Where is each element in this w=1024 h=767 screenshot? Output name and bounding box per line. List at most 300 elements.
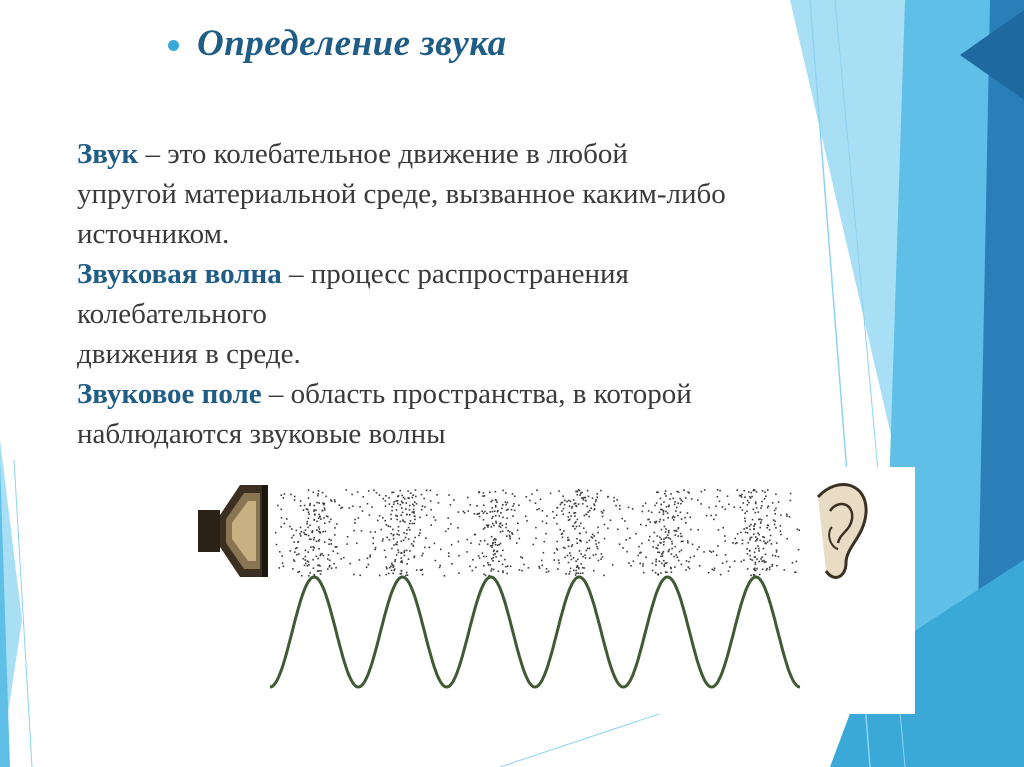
air-particle <box>596 546 598 548</box>
air-particle <box>430 500 432 502</box>
air-particle <box>464 512 466 514</box>
air-particle <box>761 556 763 558</box>
air-particle <box>601 511 603 513</box>
air-particle <box>451 563 453 565</box>
air-particle <box>393 534 395 536</box>
air-particle <box>412 494 414 496</box>
air-particle <box>371 506 373 508</box>
air-particle <box>379 494 381 496</box>
air-particle <box>382 540 384 542</box>
air-particle <box>769 569 771 571</box>
air-particle <box>514 510 516 512</box>
air-particle <box>307 565 309 567</box>
air-particle <box>504 559 506 561</box>
air-particle <box>397 549 399 551</box>
air-particle <box>301 531 303 533</box>
air-particle <box>585 500 587 502</box>
air-particle <box>500 531 502 533</box>
air-particle <box>662 552 664 554</box>
air-particle <box>410 492 412 494</box>
definition-text: источником. <box>77 218 230 250</box>
air-particle <box>319 539 321 541</box>
air-particle <box>744 512 746 514</box>
air-particle <box>684 517 686 519</box>
air-particle <box>681 541 683 543</box>
air-particle <box>722 506 724 508</box>
air-particle <box>795 571 797 573</box>
air-particle <box>751 496 753 498</box>
air-particle <box>333 563 335 565</box>
air-particle <box>391 533 393 535</box>
air-particle <box>313 567 315 569</box>
air-particle <box>663 519 665 521</box>
air-particle <box>771 565 773 567</box>
air-particle <box>393 570 395 572</box>
air-particle <box>685 522 687 524</box>
air-particle <box>406 550 408 552</box>
air-particle <box>495 521 497 523</box>
air-particle <box>655 561 657 563</box>
air-particle <box>642 565 644 567</box>
air-particle <box>661 563 663 565</box>
air-particle <box>659 512 661 514</box>
air-particle <box>496 501 498 503</box>
air-particle <box>470 542 472 544</box>
air-particle <box>495 515 497 517</box>
air-particle <box>293 535 295 537</box>
air-particle <box>722 562 724 564</box>
air-particle <box>604 524 606 526</box>
air-particle <box>716 554 718 556</box>
air-particle <box>585 497 587 499</box>
air-particle <box>308 518 310 520</box>
air-particle <box>664 565 666 567</box>
air-particle <box>325 496 327 498</box>
air-particle <box>769 540 771 542</box>
air-particle <box>522 557 524 559</box>
air-particle <box>299 571 301 573</box>
air-particle <box>400 504 402 506</box>
air-particle <box>393 501 395 503</box>
air-particle <box>766 515 768 517</box>
air-particle <box>568 573 570 575</box>
air-particle <box>556 523 558 525</box>
air-particle <box>594 508 596 510</box>
air-particle <box>752 559 754 561</box>
air-particle <box>395 559 397 561</box>
air-particle <box>409 523 411 525</box>
air-particle <box>291 528 293 530</box>
air-particle <box>577 559 579 561</box>
definition-text: колебательного <box>77 298 267 330</box>
air-particle <box>603 510 605 512</box>
air-particle <box>699 565 701 567</box>
air-particle <box>398 534 400 536</box>
air-particle <box>505 492 507 494</box>
air-particle <box>769 529 771 531</box>
air-particle <box>296 547 298 549</box>
air-particle <box>390 514 392 516</box>
air-particle <box>569 571 571 573</box>
air-particle <box>506 518 508 520</box>
definition-text: упругой материальной среде, вызванное каким-либо <box>77 178 726 210</box>
air-particle <box>588 496 590 498</box>
air-particle <box>318 540 320 542</box>
air-particle <box>677 503 679 505</box>
air-particle <box>580 573 582 575</box>
air-particle <box>408 497 410 499</box>
air-particle <box>669 549 671 551</box>
air-particle <box>739 495 741 497</box>
air-particle <box>656 502 658 504</box>
air-particle <box>749 529 751 531</box>
air-particle <box>763 560 765 562</box>
air-particle <box>393 492 395 494</box>
air-particle <box>574 528 576 530</box>
air-particle <box>453 499 455 501</box>
air-particle <box>304 565 306 567</box>
air-particle <box>403 539 405 541</box>
air-particle <box>615 505 617 507</box>
air-particle <box>680 503 682 505</box>
air-particle <box>390 518 392 520</box>
air-particle <box>379 515 381 517</box>
air-particle <box>286 518 288 520</box>
air-particle <box>675 534 677 536</box>
air-particle <box>422 505 424 507</box>
air-particle <box>406 514 408 516</box>
air-particle <box>749 539 751 541</box>
air-particle <box>732 542 734 544</box>
air-particle <box>629 537 631 539</box>
air-particle <box>568 546 570 548</box>
air-particle <box>320 573 322 575</box>
air-particle <box>502 504 504 506</box>
air-particle <box>575 570 577 572</box>
air-particle <box>726 561 728 563</box>
air-particles <box>275 489 800 577</box>
air-particle <box>335 546 337 548</box>
air-particle <box>751 492 753 494</box>
air-particle <box>558 559 560 561</box>
air-particle <box>639 552 641 554</box>
air-particle <box>313 519 315 521</box>
air-particle <box>303 509 305 511</box>
air-particle <box>766 568 768 570</box>
air-particle <box>374 531 376 533</box>
air-particle <box>759 574 761 576</box>
air-particle <box>594 505 596 507</box>
air-particle <box>507 509 509 511</box>
air-particle <box>597 548 599 550</box>
air-particle <box>483 492 485 494</box>
air-particle <box>562 495 564 497</box>
air-particle <box>681 536 683 538</box>
air-particle <box>502 517 504 519</box>
air-particle <box>385 556 387 558</box>
air-particle <box>763 540 765 542</box>
air-particle <box>309 538 311 540</box>
air-particle <box>697 529 699 531</box>
air-particle <box>352 505 354 507</box>
air-particle <box>393 544 395 546</box>
air-particle <box>303 532 305 534</box>
air-particle <box>713 569 715 571</box>
air-particle <box>329 560 331 562</box>
air-particle <box>564 504 566 506</box>
air-particle <box>579 533 581 535</box>
air-particle <box>567 555 569 557</box>
air-particle <box>667 517 669 519</box>
air-particle <box>597 532 599 534</box>
air-particle <box>665 537 667 539</box>
air-particle <box>493 551 495 553</box>
air-particle <box>296 530 298 532</box>
air-particle <box>389 539 391 541</box>
air-particle <box>595 554 597 556</box>
air-particle <box>589 510 591 512</box>
air-particle <box>328 539 330 541</box>
air-particle <box>747 568 749 570</box>
air-particle <box>697 549 699 551</box>
air-particle <box>660 519 662 521</box>
air-particle <box>401 552 403 554</box>
air-particle <box>764 561 766 563</box>
air-particle <box>734 538 736 540</box>
air-particle <box>509 536 511 538</box>
air-particle <box>448 552 450 554</box>
air-particle <box>719 490 721 492</box>
air-particle <box>294 496 296 498</box>
air-particle <box>680 512 682 514</box>
air-particle <box>318 570 320 572</box>
air-particle <box>616 499 618 501</box>
air-particle <box>300 535 302 537</box>
air-particle <box>742 539 744 541</box>
air-particle <box>596 497 598 499</box>
air-particle <box>595 501 597 503</box>
air-particle <box>312 530 314 532</box>
air-particle <box>379 575 381 577</box>
air-particle <box>758 550 760 552</box>
air-particle <box>502 525 504 527</box>
air-particle <box>444 575 446 577</box>
air-particle <box>663 501 665 503</box>
air-particle <box>319 565 321 567</box>
air-particle <box>686 560 688 562</box>
air-particle <box>750 524 752 526</box>
air-particle <box>680 533 682 535</box>
air-particle <box>765 543 767 545</box>
air-particle <box>678 535 680 537</box>
air-particle <box>703 551 705 553</box>
air-particle <box>307 527 309 529</box>
air-particle <box>334 527 336 529</box>
air-particle <box>339 504 341 506</box>
air-particle <box>347 536 349 538</box>
air-particle <box>766 527 768 529</box>
term-sound-field: Звуковое поле <box>77 378 262 410</box>
air-particle <box>747 532 749 534</box>
air-particle <box>763 548 765 550</box>
air-particle <box>351 494 353 496</box>
air-particle <box>667 512 669 514</box>
air-particle <box>487 526 489 528</box>
air-particle <box>499 523 501 525</box>
air-particle <box>397 503 399 505</box>
air-particle <box>576 538 578 540</box>
air-particle <box>576 542 578 544</box>
air-particle <box>458 572 460 574</box>
air-particle <box>526 520 528 522</box>
air-particle <box>728 504 730 506</box>
air-particle <box>676 507 678 509</box>
air-particle <box>577 494 579 496</box>
air-particle <box>392 529 394 531</box>
air-particle <box>654 505 656 507</box>
air-particle <box>403 520 405 522</box>
air-particle <box>602 512 604 514</box>
air-particle <box>422 553 424 555</box>
air-particle <box>632 508 634 510</box>
air-particle <box>385 500 387 502</box>
air-particle <box>584 554 586 556</box>
air-particle <box>661 538 663 540</box>
air-particle <box>755 501 757 503</box>
air-particle <box>529 500 531 502</box>
air-particle <box>708 572 710 574</box>
air-particle <box>764 537 766 539</box>
air-particle <box>313 547 315 549</box>
air-particle <box>780 525 782 527</box>
air-particle <box>664 493 666 495</box>
air-particle <box>581 497 583 499</box>
air-particle <box>747 504 749 506</box>
air-particle <box>336 546 338 548</box>
air-particle <box>498 570 500 572</box>
air-particle <box>414 537 416 539</box>
air-particle <box>472 559 474 561</box>
air-particle <box>396 533 398 535</box>
air-particle <box>666 506 668 508</box>
air-particle <box>487 543 489 545</box>
air-particle <box>275 532 277 534</box>
air-particle <box>404 550 406 552</box>
air-particle <box>626 539 628 541</box>
air-particle <box>659 552 661 554</box>
air-particle <box>660 509 662 511</box>
air-particle <box>762 536 764 538</box>
air-particle <box>569 552 571 554</box>
air-particle <box>505 523 507 525</box>
air-particle <box>760 521 762 523</box>
air-particle <box>308 564 310 566</box>
air-particle <box>784 569 786 571</box>
air-particle <box>336 523 338 525</box>
air-particle <box>305 556 307 558</box>
air-particle <box>372 543 374 545</box>
air-particle <box>353 530 355 532</box>
air-particle <box>568 539 570 541</box>
air-particle <box>301 575 303 577</box>
air-particle <box>607 528 609 530</box>
air-particle <box>492 542 494 544</box>
air-particle <box>368 490 370 492</box>
air-particle <box>648 539 650 541</box>
air-particle <box>704 489 706 491</box>
air-particle <box>640 524 642 526</box>
air-particle <box>672 498 674 500</box>
air-particle <box>498 515 500 517</box>
air-particle <box>677 556 679 558</box>
air-particle <box>279 567 281 569</box>
air-particle <box>575 572 577 574</box>
air-particle <box>415 489 417 491</box>
air-particle <box>674 530 676 532</box>
air-particle <box>765 495 767 497</box>
air-particle <box>617 529 619 531</box>
air-particle <box>314 514 316 516</box>
air-particle <box>368 564 370 566</box>
air-particle <box>756 507 758 509</box>
air-particle <box>520 556 522 558</box>
air-particle <box>570 555 572 557</box>
air-particle <box>671 571 673 573</box>
air-particle <box>331 568 333 570</box>
air-particle <box>571 507 573 509</box>
air-particle <box>574 503 576 505</box>
air-particle <box>345 489 347 491</box>
air-particle <box>506 509 508 511</box>
air-particle <box>484 540 486 542</box>
air-particle <box>381 529 383 531</box>
air-particle <box>423 498 425 500</box>
air-particle <box>657 551 659 553</box>
air-particle <box>675 546 677 548</box>
air-particle <box>316 556 318 558</box>
air-particle <box>780 534 782 536</box>
air-particle <box>535 527 537 529</box>
air-particle <box>498 561 500 563</box>
air-particle <box>633 560 635 562</box>
air-particle <box>604 538 606 540</box>
air-particle <box>413 511 415 513</box>
air-particle <box>753 574 755 576</box>
air-particle <box>774 510 776 512</box>
air-particle <box>436 494 438 496</box>
air-particle <box>398 526 400 528</box>
air-particle <box>439 567 441 569</box>
air-particle <box>756 491 758 493</box>
air-particle <box>580 541 582 543</box>
air-particle <box>627 528 629 530</box>
air-particle <box>490 511 492 513</box>
air-particle <box>343 557 345 559</box>
air-particle <box>774 524 776 526</box>
air-particle <box>386 574 388 576</box>
air-particle <box>797 529 799 531</box>
air-particle <box>500 543 502 545</box>
air-particle <box>450 523 452 525</box>
air-particle <box>761 501 763 503</box>
air-particle <box>382 517 384 519</box>
air-particle <box>396 519 398 521</box>
air-particle <box>610 519 612 521</box>
air-particle <box>397 496 399 498</box>
air-particle <box>400 521 402 523</box>
air-particle <box>722 527 724 529</box>
air-particle <box>668 551 670 553</box>
